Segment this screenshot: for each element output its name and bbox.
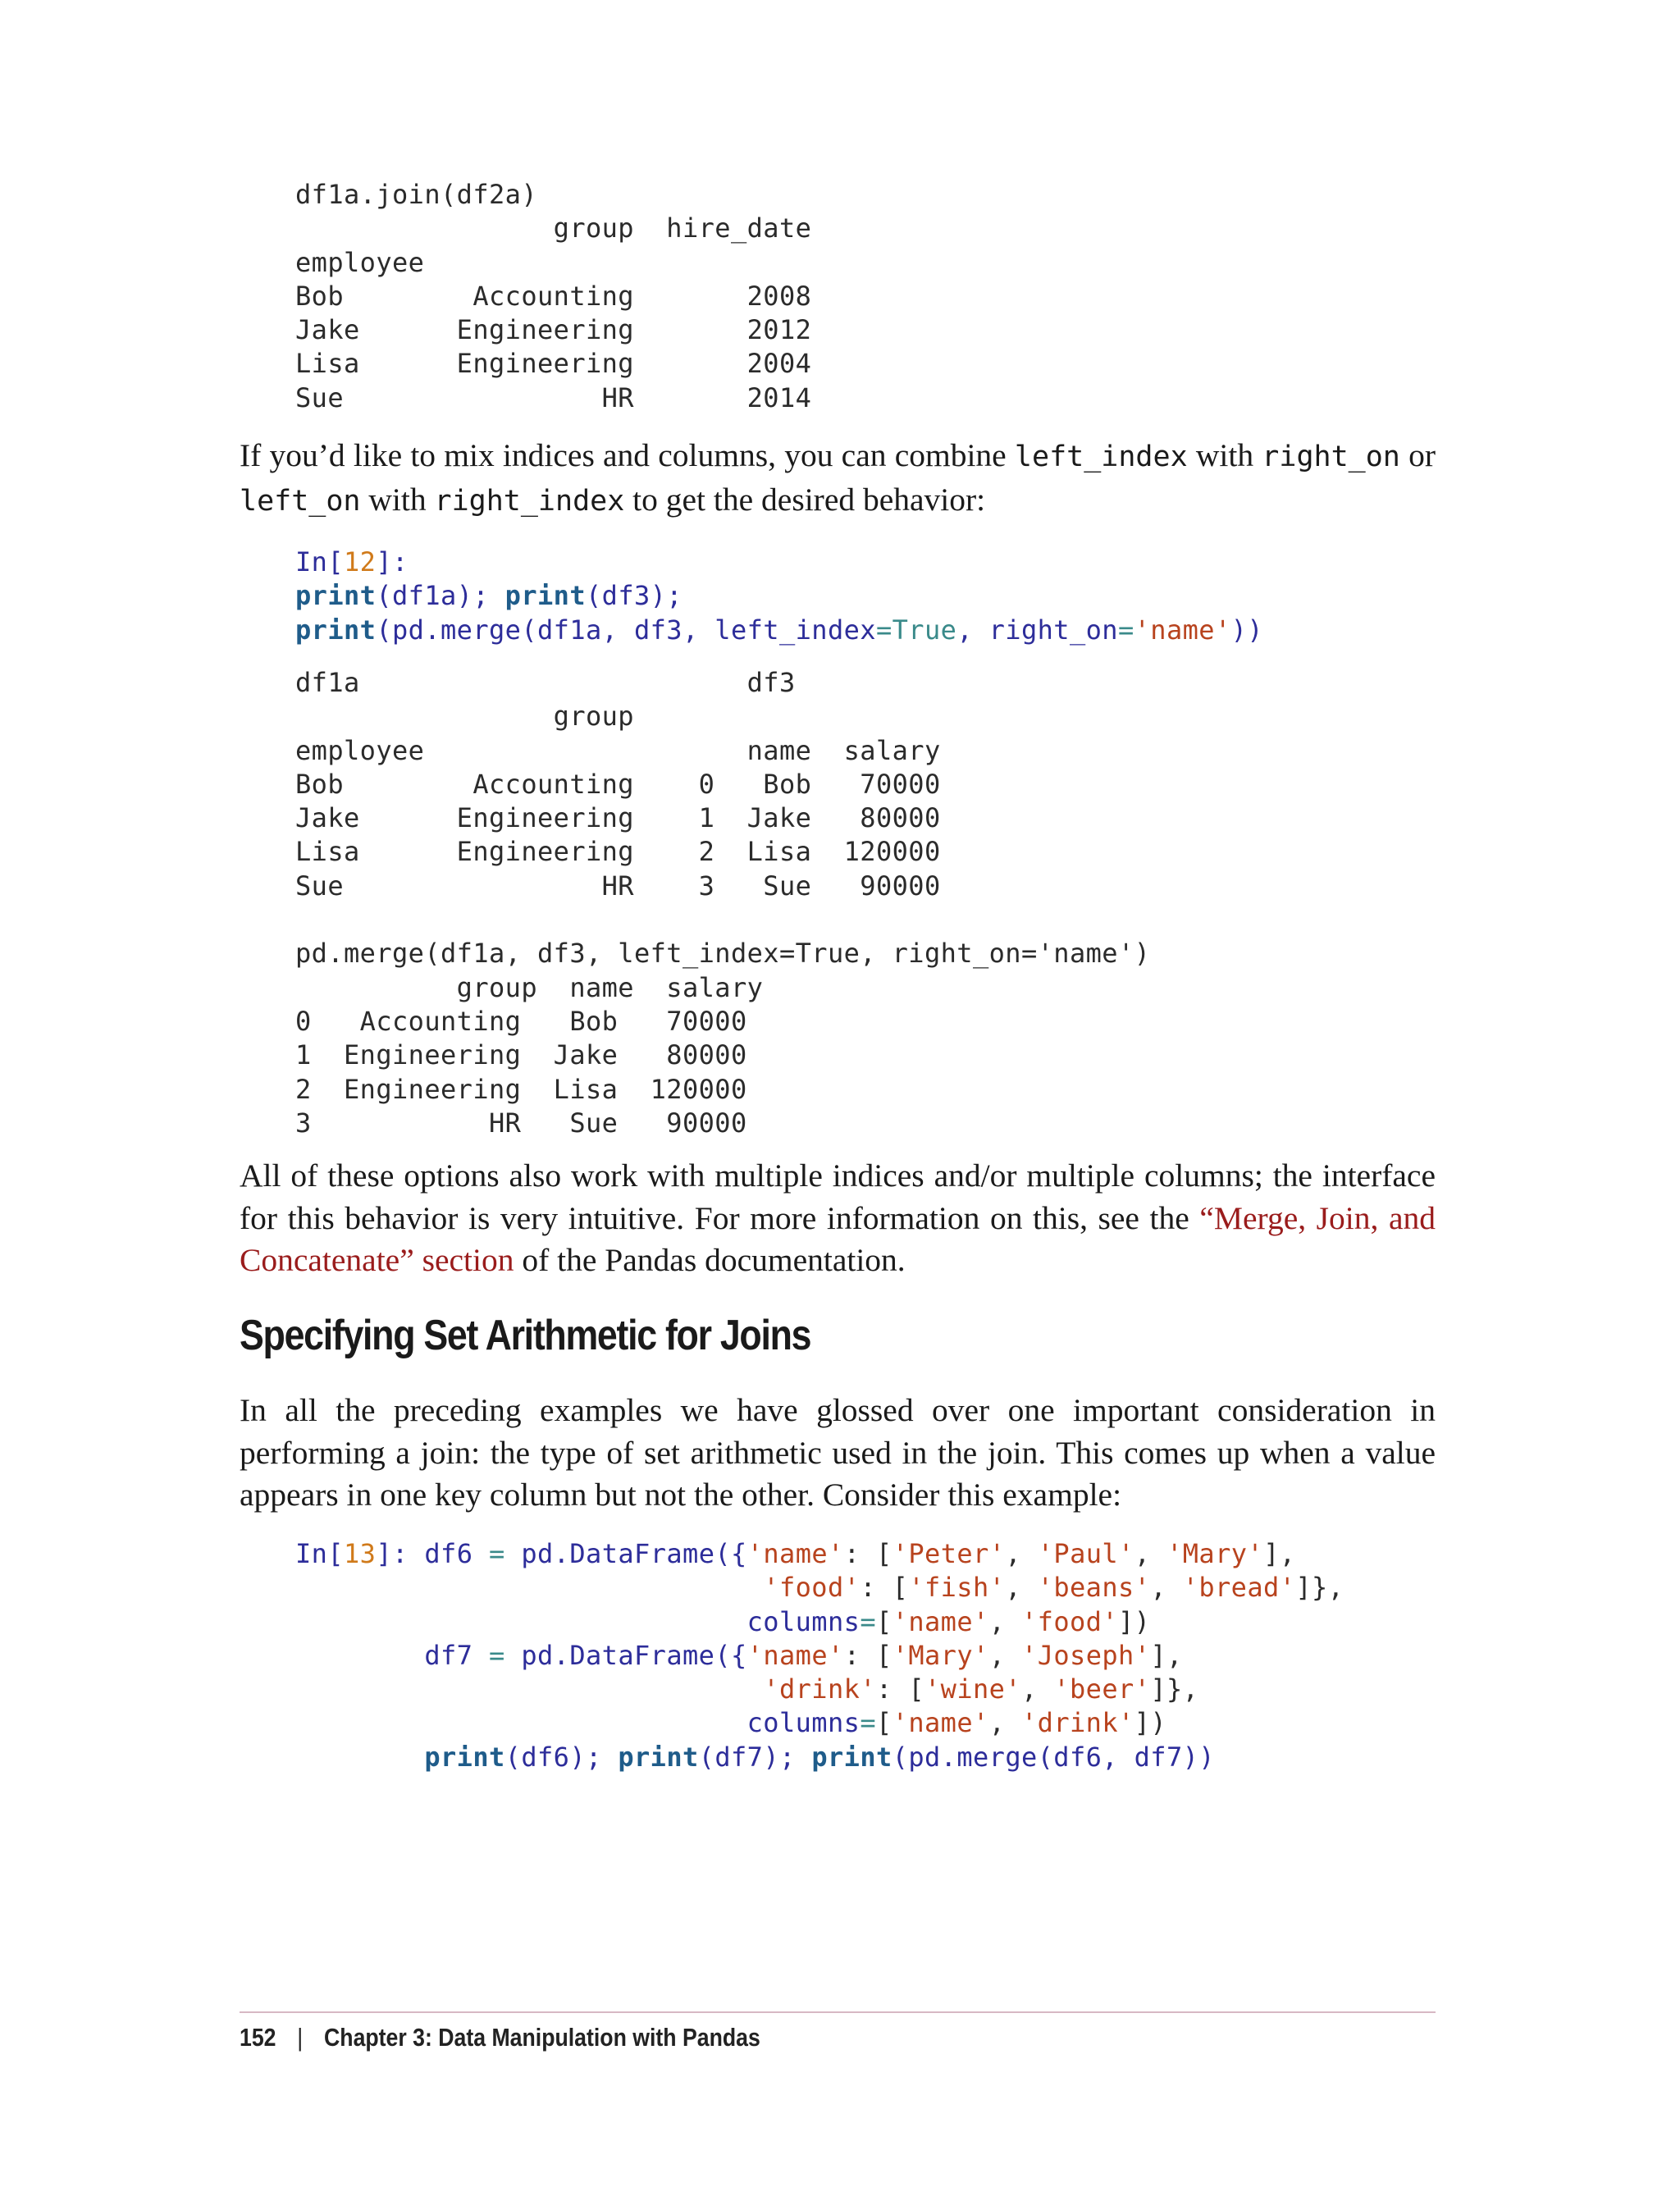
code-line: df1a df3 [295, 667, 796, 698]
code-line: 0 Accounting Bob 70000 [295, 1005, 747, 1037]
inline-code: left_index [1014, 441, 1188, 473]
code-block-join-output [295, 178, 811, 415]
footer-separator: | [297, 2023, 304, 2052]
text-run: with [1187, 437, 1262, 473]
string-literal: 'name' [746, 1639, 844, 1671]
code-token: (df6); [504, 1741, 619, 1773]
page-footer [240, 2023, 760, 2052]
code-token: : [ [843, 1639, 892, 1671]
keyword-print: print [295, 614, 377, 646]
code-token: , right_on [956, 614, 1118, 646]
code-line: pd.merge(df1a, df3, left_index=True, right_on='name') [295, 938, 1151, 970]
keyword-print: print [618, 1741, 699, 1773]
string-literal: 'bread' [1182, 1572, 1296, 1604]
keyword-print: print [504, 580, 586, 612]
code-line: 1 Engineering Jake 80000 [295, 1039, 747, 1071]
code-line: Sue HR 2014 [295, 381, 812, 413]
string-literal: 'Mary' [1166, 1538, 1264, 1569]
string-literal: 'name' [892, 1605, 989, 1637]
code-line: Lisa Engineering 2 Lisa 120000 [295, 836, 941, 868]
keyword-print: print [811, 1741, 892, 1773]
code-token: df7 [424, 1639, 473, 1671]
inline-code: left_on [240, 484, 361, 518]
string-literal: 'Peter' [892, 1538, 1006, 1569]
code-line: Bob Accounting 2008 [295, 280, 812, 312]
operator: = [860, 1605, 876, 1637]
code-line: Bob Accounting 0 Bob 70000 [295, 768, 941, 800]
string-literal: 'name' [746, 1538, 844, 1569]
code-line: employee [295, 246, 425, 278]
string-literal: 'beans' [1037, 1572, 1151, 1604]
string-literal: 'drink' [763, 1673, 876, 1705]
text-run: with [360, 481, 435, 518]
string-literal: 'fish' [908, 1572, 1006, 1604]
paragraph-multiple-options [240, 1155, 1436, 1282]
code-block-in13: In[13]: df6 = pd.DataFrame({'name': ['Peter', 'Paul', 'Mary'], 'food': ['fish', 'beans', 'bread']}, columns=['name', 'food']) df7 = pd.DataFrame({'name': ['Mary', 'Joseph'], 'drink': ['wine', 'beer']}, columns=['name', 'drink']) print(df6); print(df7); print(pd.merge(df6, df7)) [295, 1538, 1344, 1773]
code-token: pd.DataFrame [521, 1639, 715, 1671]
string-literal: 'Mary' [892, 1639, 989, 1671]
code-token: (df7); [698, 1741, 812, 1773]
code-line: group hire_date [295, 212, 812, 244]
code-token: ({ [714, 1639, 747, 1671]
paragraph-set-arithmetic [240, 1390, 1436, 1517]
code-line: Lisa Engineering 2004 [295, 348, 812, 380]
code-token: pd.DataFrame [521, 1538, 715, 1569]
footer-divider [240, 2011, 1436, 2013]
string-literal: 'drink' [1021, 1707, 1134, 1739]
code-token: ({ [714, 1538, 747, 1569]
code-block-merge-output [295, 666, 1150, 1140]
code-line: group [295, 701, 634, 733]
text-run: All of these options also work with multiple indices and/or multiple columns; the interface for this behavior is very intuitive. For more information on this, see the [240, 1157, 1436, 1236]
code-line: group name salary [295, 971, 764, 1003]
code-token: (pd.merge(df1a, df3, left_index [376, 614, 876, 646]
chapter-title: Chapter 3: Data Manipulation with Pandas [324, 2023, 760, 2052]
text-run: of the Pandas documentation. [514, 1242, 906, 1278]
input-prompt-close: ]: [376, 546, 409, 578]
keyword-print: print [424, 1741, 505, 1773]
code-line: 3 HR Sue 90000 [295, 1107, 747, 1139]
text-run: to get the desired behavior: [624, 481, 986, 518]
code-token: )) [1230, 614, 1263, 646]
input-prompt: In[ [295, 546, 344, 578]
input-prompt-close: ]: [376, 1538, 409, 1569]
paragraph-mix-indices [240, 435, 1436, 523]
string-literal: 'name' [1134, 614, 1231, 646]
operator: = [489, 1538, 505, 1569]
inline-code: right_index [434, 484, 625, 518]
section-heading: Specifying Set Arithmetic for Joins [240, 1312, 811, 1359]
operator: = [1117, 614, 1134, 646]
string-literal: 'wine' [924, 1673, 1021, 1705]
input-number: 12 [344, 546, 377, 578]
inline-code: right_on [1262, 441, 1400, 473]
docs-link[interactable]: “Merge, Join, and Concatenate” section [240, 1199, 1436, 1278]
code-line: Sue HR 3 Sue 90000 [295, 870, 941, 902]
string-literal: 'food' [1021, 1605, 1118, 1637]
code-token: : [ [843, 1538, 892, 1569]
string-literal: 'food' [763, 1572, 861, 1604]
page-number: 152 [240, 2023, 276, 2052]
text-run: If you’d like to mix indices and columns, you can combine [240, 437, 1015, 473]
code-line: Jake Engineering 1 Jake 80000 [295, 802, 941, 834]
text-run: In all the preceding examples we have glossed over one important consideration in performing a join: the type of set arithmetic used in the join. This comes up when a value appears in one key column but not the other. Consider this example: [240, 1392, 1436, 1513]
code-token: columns [746, 1605, 861, 1637]
code-token: : [ [875, 1673, 924, 1705]
string-literal: 'beer' [1053, 1673, 1151, 1705]
operator: = [875, 614, 892, 646]
code-token: (pd.merge(df6, df7)) [892, 1741, 1215, 1773]
keyword-print: print [295, 580, 377, 612]
code-line: 2 Engineering Lisa 120000 [295, 1073, 747, 1105]
input-prompt: In[ [295, 1538, 344, 1569]
text-run: or [1399, 437, 1436, 473]
operator: = [489, 1639, 505, 1671]
code-block-in12 [295, 546, 1263, 647]
code-line: df1a.join(df2a) [295, 179, 537, 210]
code-token: columns [746, 1707, 861, 1739]
string-literal: 'name' [892, 1707, 989, 1739]
code-token: (df1a); [376, 580, 505, 612]
code-token: : [ [860, 1572, 909, 1604]
literal-true: True [892, 614, 957, 646]
operator: = [860, 1707, 876, 1739]
input-number: 13 [344, 1538, 377, 1569]
code-line: employee name salary [295, 734, 941, 766]
code-line: Jake Engineering 2012 [295, 314, 812, 346]
code-token: df6 [424, 1538, 473, 1569]
string-literal: 'Paul' [1037, 1538, 1134, 1569]
code-token: (df3); [585, 580, 682, 612]
string-literal: 'Joseph' [1021, 1639, 1151, 1671]
